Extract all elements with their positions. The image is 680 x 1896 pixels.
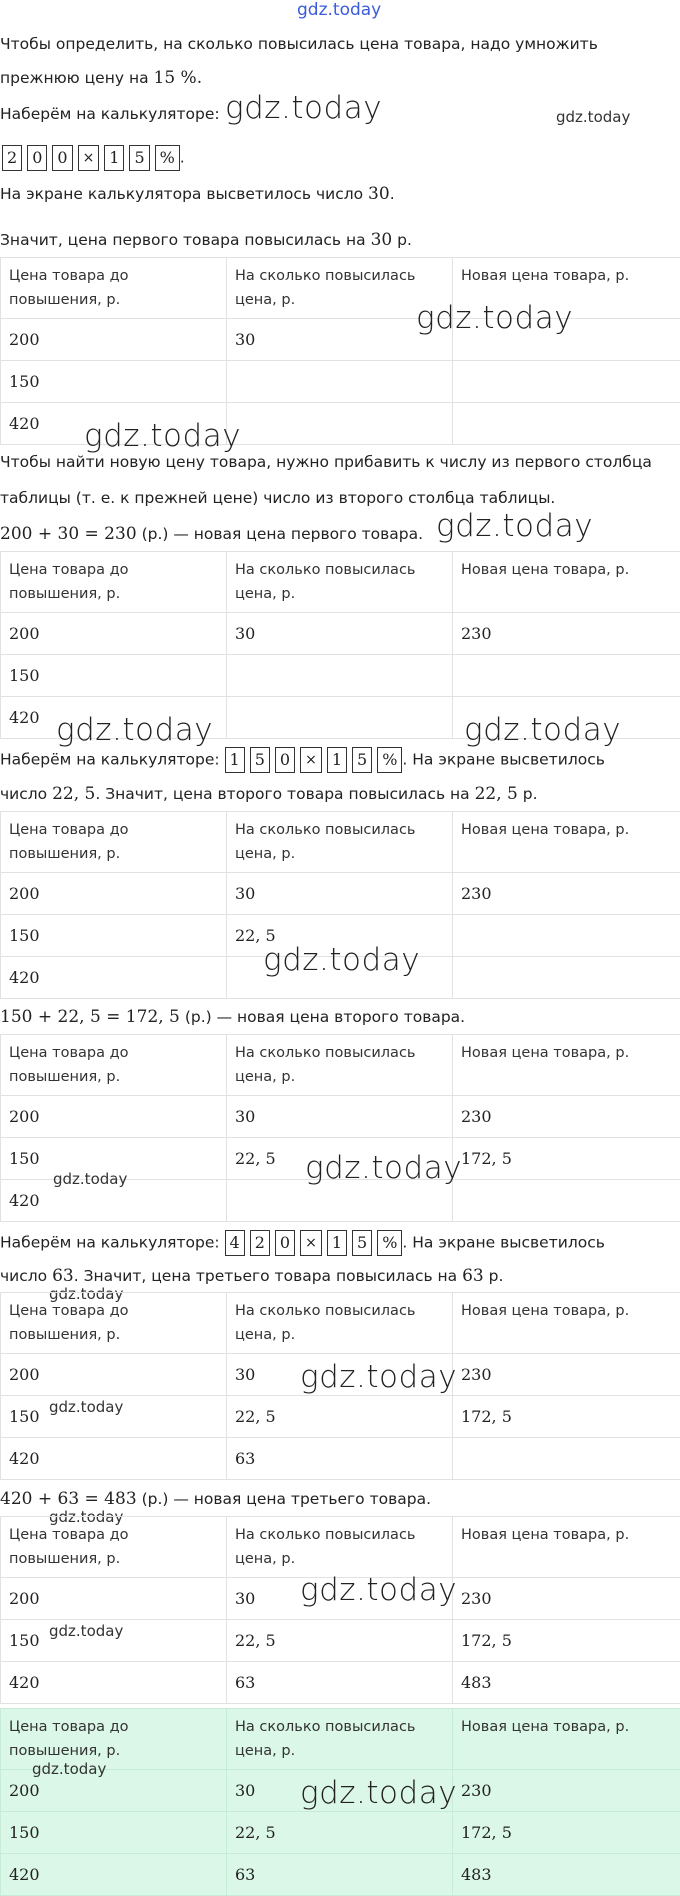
column-header: На сколько повысилась цена, р.: [227, 1709, 453, 1770]
key-1: 1: [104, 145, 124, 171]
key-0: 0: [275, 747, 295, 773]
key-5: 5: [250, 747, 270, 773]
table-row: 420: [1, 957, 680, 999]
table-row: 420: [1, 697, 680, 739]
key-multiply: ×: [300, 1230, 322, 1256]
table-row: 150: [1, 361, 680, 403]
key-0: 0: [52, 145, 72, 171]
table-row: 200 30 230: [1, 873, 680, 915]
watermark: gdz.today: [416, 300, 573, 336]
column-header: На сколько повысилась цена, р.: [227, 812, 453, 873]
column-header: Цена товара до повышения, р.: [1, 812, 227, 873]
key-1: 1: [327, 747, 347, 773]
table-row: 150 22, 5 172, 5: [1, 1396, 680, 1438]
table-row: 150 22, 5 172, 5: [1, 1138, 680, 1180]
table-row: 420 63 483: [1, 1662, 680, 1704]
text-line: число 22, 5. Значит, цена второго товара повысилась на 22, 5 р.: [0, 784, 538, 804]
table-row: 150: [1, 655, 680, 697]
table-row: 150 22, 5: [1, 915, 680, 957]
column-header: Новая цена товара, р.: [453, 1517, 680, 1578]
key-percent: %: [377, 1230, 402, 1256]
table-row: 420: [1, 403, 680, 445]
price-table: [0, 551, 680, 739]
column-header: Цена товара до повышения, р.: [1, 1293, 227, 1354]
key-multiply: ×: [300, 747, 322, 773]
text-line: Наберём на калькуляторе: 4 2 0 × 1 5 % . На экране высветилось: [0, 1230, 605, 1256]
column-header: Новая цена товара, р.: [453, 1293, 680, 1354]
text-line: 200 + 30 = 230 (р.) — новая цена первого товара.: [0, 524, 423, 544]
watermark: gdz.today: [49, 1285, 123, 1303]
watermark: gdz.today: [300, 1775, 457, 1811]
column-header: Новая цена товара, р.: [453, 1709, 680, 1770]
key-0: 0: [27, 145, 47, 171]
watermark: gdz.today: [225, 90, 382, 126]
table-row: 200 30 230: [1, 1578, 680, 1620]
column-header: На сколько повысилась цена, р.: [227, 1035, 453, 1096]
table-row: 420 63: [1, 1438, 680, 1480]
text-line: прежнюю цену на 15 %.: [0, 68, 202, 88]
watermark: gdz.today: [300, 1359, 457, 1395]
watermark: gdz.today: [32, 1760, 106, 1778]
key-percent: %: [377, 747, 402, 773]
key-5: 5: [352, 1230, 372, 1256]
table-row: 150 22, 5 172, 5: [1, 1620, 680, 1662]
text-line: Чтобы найти новую цену товара, нужно прибавить к числу из первого столбца: [0, 452, 652, 472]
text-line: число 63. Значит, цена третьего товара повысилась на 63 р.: [0, 1266, 503, 1286]
key-4: 4: [225, 1230, 245, 1256]
watermark: gdz.today: [464, 712, 621, 748]
table-row: 200 30 230: [1, 1096, 680, 1138]
watermark: gdz.today: [305, 1150, 462, 1186]
text-line: Наберём на калькуляторе:: [0, 104, 220, 124]
watermark: gdz.today: [84, 418, 241, 454]
column-header: На сколько повысилась цена, р.: [227, 1517, 453, 1578]
watermark: gdz.today: [300, 1572, 457, 1608]
column-header: Цена товара до повышения, р.: [1, 1035, 227, 1096]
text-line: Чтобы определить, на сколько повысилась цена товара, надо умножить: [0, 34, 598, 54]
key-1: 1: [225, 747, 245, 773]
price-table: [0, 257, 680, 445]
watermark: gdz.today: [49, 1508, 123, 1526]
table-row: 150 22, 5 172, 5: [1, 1812, 680, 1854]
column-header: Цена товара до повышения, р.: [1, 552, 227, 613]
column-header: На сколько повысилась цена, р.: [227, 258, 453, 319]
watermark: gdz.today: [49, 1622, 123, 1640]
table-row: 420: [1, 1180, 680, 1222]
text-line: Значит, цена первого товара повысилась на 30 р.: [0, 230, 412, 250]
text-line: 420 + 63 = 483 (р.) — новая цена третьего товара.: [0, 1489, 431, 1509]
key-2: 2: [250, 1230, 270, 1256]
column-header: Новая цена товара, р.: [453, 258, 680, 319]
key-2: 2: [2, 145, 22, 171]
table-row: 420 63 483: [1, 1854, 680, 1896]
column-header: На сколько повысилась цена, р.: [227, 1293, 453, 1354]
watermark: gdz.today: [263, 942, 420, 978]
price-table: [0, 1516, 680, 1704]
key-0: 0: [275, 1230, 295, 1256]
calculator-keys: 2 0 0 × 1 5 % .: [2, 145, 185, 171]
column-header: Новая цена товара, р.: [453, 1035, 680, 1096]
table-row: 200 30: [1, 319, 680, 361]
text-line: 150 + 22, 5 = 172, 5 (р.) — новая цена второго товара.: [0, 1007, 465, 1027]
text-line: Наберём на калькуляторе: 1 5 0 × 1 5 % . На экране высветилось: [0, 747, 605, 773]
column-header: На сколько повысилась цена, р.: [227, 552, 453, 613]
watermark: gdz.today: [49, 1398, 123, 1416]
text-line: таблицы (т. е. к прежней цене) число из второго столбца таблицы.: [0, 488, 555, 508]
key-5: 5: [352, 747, 372, 773]
column-header: Цена товара до повышения, р.: [1, 258, 227, 319]
watermark: gdz.today: [297, 0, 381, 20]
column-header: Новая цена товара, р.: [453, 812, 680, 873]
key-1: 1: [327, 1230, 347, 1256]
table-row: 200 30 230: [1, 613, 680, 655]
key-multiply: ×: [78, 145, 100, 171]
key-percent: %: [155, 145, 180, 171]
table-row: 200 30 230: [1, 1770, 680, 1812]
key-5: 5: [129, 145, 149, 171]
price-table: [0, 1034, 680, 1222]
column-header: Цена товара до повышения, р.: [1, 1709, 227, 1770]
column-header: Цена товара до повышения, р.: [1, 1517, 227, 1578]
watermark: gdz.today: [556, 108, 630, 126]
table-row: 200 30 230: [1, 1354, 680, 1396]
watermark: gdz.today: [53, 1170, 127, 1188]
column-header: Новая цена товара, р.: [453, 552, 680, 613]
text-line: На экране калькулятора высветилось число 30.: [0, 184, 395, 204]
watermark: gdz.today: [56, 712, 213, 748]
watermark: gdz.today: [436, 508, 593, 544]
